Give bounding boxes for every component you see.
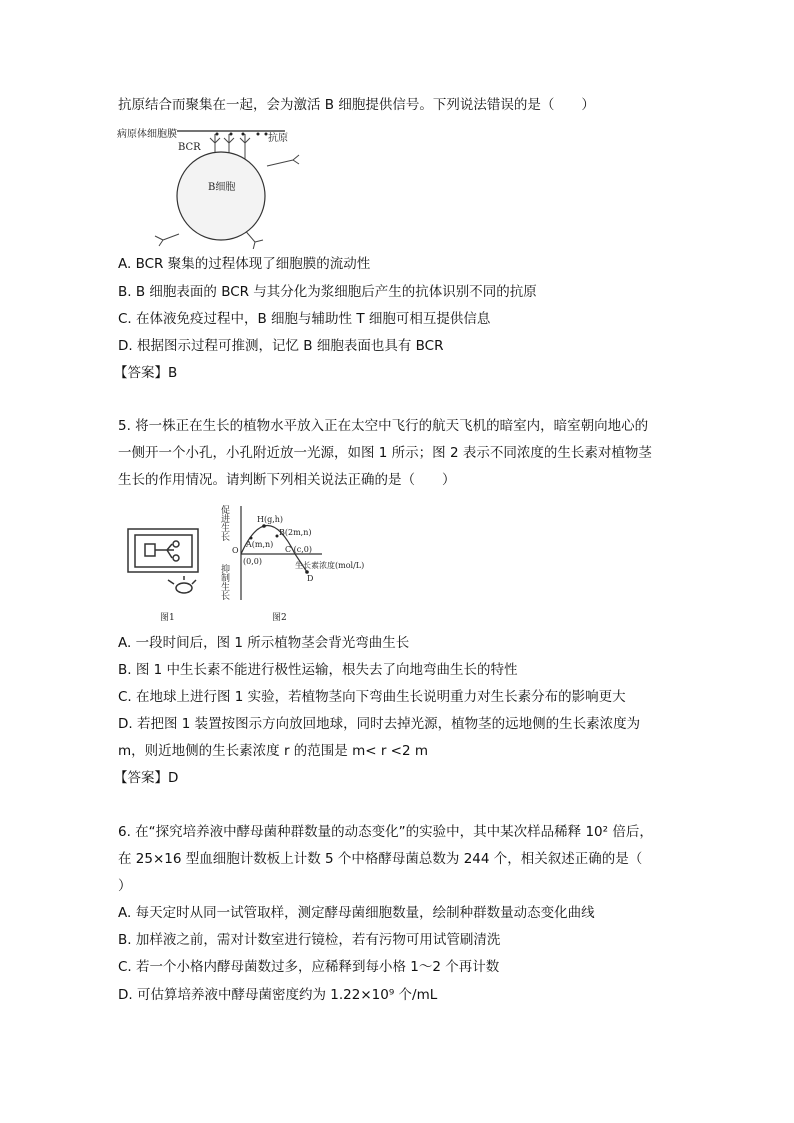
q5-option-d-line-2: m，则近地侧的生长素浓度 r 的范围是 m< r <2 m [118, 743, 429, 759]
q5-option-d-line-1: D. 若把图 1 装置按图示方向放回地球，同时去掉光源，植物茎的远地侧的生长素浓度为 [118, 716, 641, 732]
q6-option-c: C. 若一个小格内酵母菌数过多，应稀释到每小格 1～2 个再计数 [118, 959, 500, 975]
y-axis-promote-label: 促进生长 [219, 505, 229, 541]
b-cell-bcr-figure [115, 124, 315, 249]
figure-1-dark-room [128, 529, 198, 593]
question-6-stem-line-3: ） [118, 878, 132, 894]
q5-answer: 【答案】D [114, 770, 179, 786]
q4-option-a: A. BCR 聚集的过程体现了细胞膜的流动性 [118, 256, 371, 272]
q4-answer: 【答案】B [114, 365, 178, 381]
q5-option-c: C. 在地球上进行图 1 实验，若植物茎向下弯曲生长说明重力对生长素分布的影响更大 [118, 689, 626, 705]
question-4-stem: 抗原结合而聚集在一起，会为激活 B 细胞提供信号。下列说法错误的是（ ） [118, 97, 595, 113]
question-6-stem-line-1: 6. 在“探究培养液中酵母菌种群数量的动态变化”的实验中，其中某次样品稀释 10² 倍后， [118, 824, 653, 840]
q5-option-b: B. 图 1 中生长素不能进行极性运输，根失去了向地弯曲生长的特性 [118, 662, 518, 678]
q4-option-d: D. 根据图示过程可推测，记忆 B 细胞表面也具有 BCR [118, 338, 444, 354]
question-5-stem-line-3: 生长的作用情况。请判断下列相关说法正确的是（ ） [118, 472, 456, 488]
point-d-label: D [307, 574, 314, 583]
question-6-stem-line-2: 在 25×16 型血细胞计数板上计数 5 个中格酵母菌总数为 244 个，相关叙述正确的是（ [118, 851, 643, 867]
q6-option-a: A. 每天定时从同一试管取样，测定酵母菌细胞数量，绘制种群数量动态变化曲线 [118, 905, 595, 921]
cell-label: B细胞 [208, 182, 236, 193]
q5-option-a: A. 一段时间后，图 1 所示植物茎会背光弯曲生长 [118, 635, 410, 651]
origin-coord-label: (0,0) [243, 557, 262, 566]
q4-option-c: C. 在体液免疫过程中，B 细胞与辅助性 T 细胞可相互提供信息 [118, 311, 491, 327]
q6-option-b: B. 加样液之前，需对计数室进行镜检，若有污物可用试管刷清洗 [118, 932, 501, 948]
point-b-label: B(2m,n) [279, 528, 312, 537]
bcr-label: BCR [178, 142, 201, 153]
membrane-label: 病原体细胞膜 [117, 129, 177, 140]
y-axis-inhibit-label: 抑制生长 [219, 564, 229, 600]
point-c-label: C (c,0) [285, 545, 313, 554]
point-a-label: A(m,n) [246, 540, 274, 549]
plant-auxin-figures [112, 502, 402, 627]
q4-option-b: B. B 细胞表面的 BCR 与其分化为浆细胞后产生的抗体识别不同的抗原 [118, 284, 537, 300]
question-5-stem-line-2: 一侧开一个小孔，小孔附近放一光源，如图 1 所示；图 2 表示不同浓度的生长素对植物茎 [118, 445, 652, 461]
point-h-label: H(g,h) [257, 515, 284, 524]
q6-option-d: D. 可估算培养液中酵母菌密度约为 1.22×10⁹ 个/mL [118, 987, 438, 1003]
figure-2-caption: 图2 [272, 613, 287, 623]
antigen-label: 抗原 [268, 133, 288, 144]
origin-label: O [232, 546, 239, 555]
question-5-stem-line-1: 5. 将一株正在生长的植物水平放入正在太空中飞行的航天飞机的暗室内，暗室朝向地心的 [118, 418, 649, 434]
figure-1-caption: 图1 [160, 613, 175, 623]
x-axis-label: 生长素浓度(mol/L) [295, 561, 365, 570]
